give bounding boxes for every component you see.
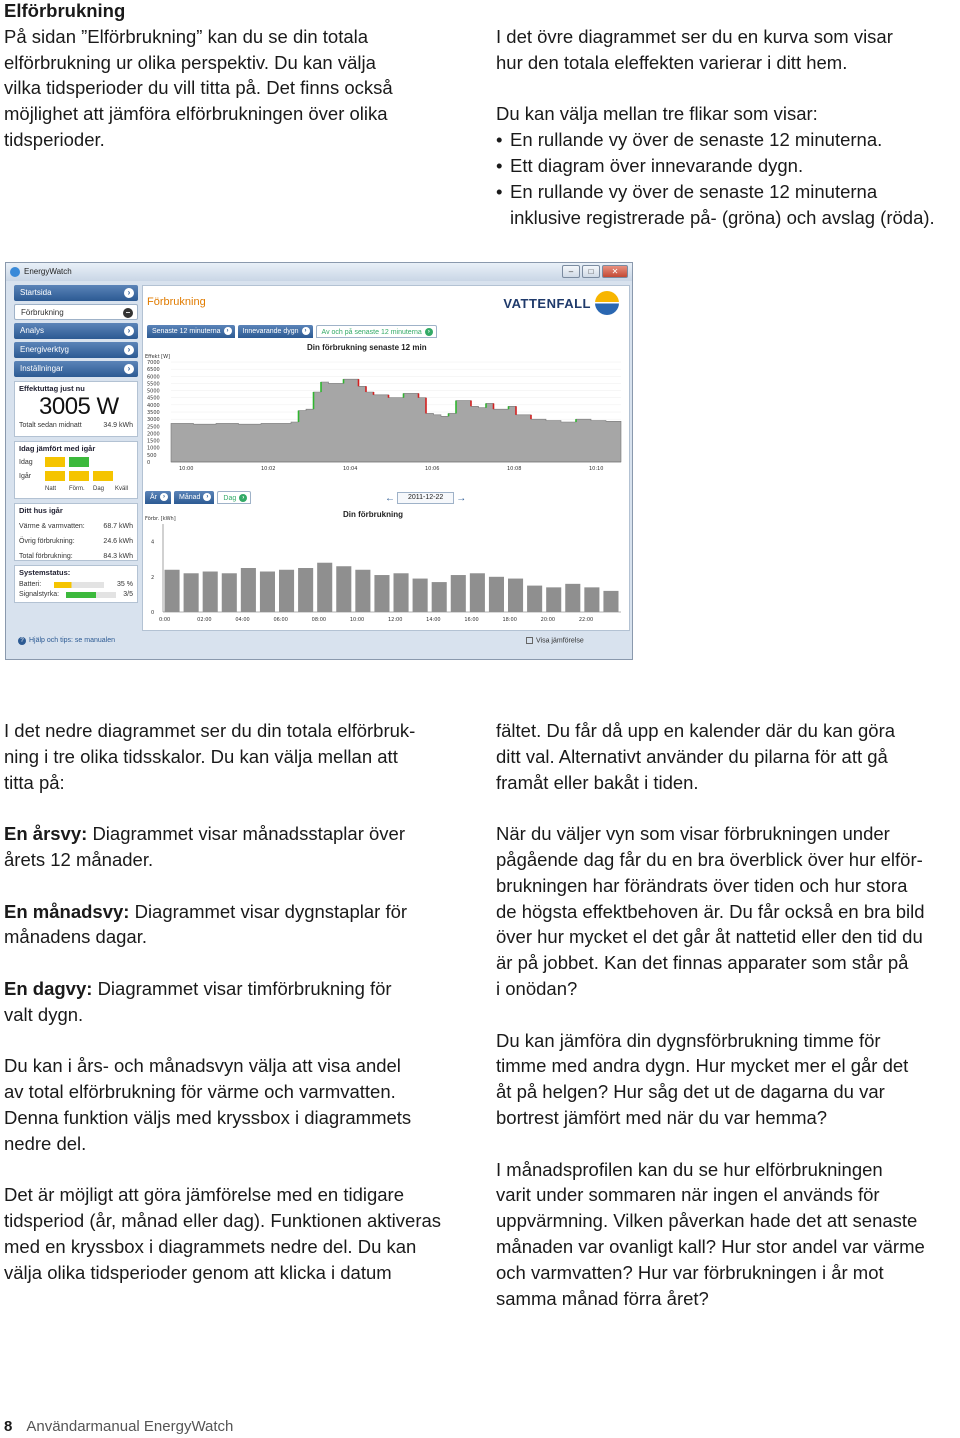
body-line: årets 12 månader. [4, 848, 154, 870]
intro-left [4, 0, 393, 153]
body-line: Du kan jämföra din dygnsförbrukning timme för [496, 1029, 881, 1051]
hus-row-label: Övrig förbrukning: [19, 538, 75, 545]
body-line: En månadsvy: Diagrammet visar dygnstaplar för [4, 900, 408, 922]
close-button[interactable]: ✕ [602, 265, 628, 278]
idag-box [14, 441, 138, 499]
hour-bar [298, 568, 313, 612]
x-tick-label: 16:00 [464, 617, 479, 623]
y-tick-label: 5000 [147, 388, 160, 395]
nav-energiverktyg[interactable]: Energiverktyg › [14, 342, 138, 358]
x-tick-label: 10:08 [507, 466, 522, 472]
tab-dag[interactable]: Dag › [217, 491, 251, 504]
body-line: samma månad förra året? [496, 1287, 709, 1309]
body-line: brukningen har förändrats över tiden och hur stora [496, 874, 908, 896]
compare-checkbox[interactable]: Visa jämförelse [526, 637, 584, 644]
idag-natt-cell [45, 457, 65, 467]
y-tick-label: 0 [147, 460, 151, 466]
y-tick-label: 4000 [147, 402, 160, 409]
nav-forbrukning[interactable]: Förbrukning – [14, 304, 138, 320]
total-label: Totalt sedan midnatt [19, 422, 82, 429]
x-tick-label: 10:04 [343, 466, 358, 472]
body-line: åt på helgen? Hur såg det ut de dagarna du var [496, 1081, 885, 1103]
hour-bar [413, 579, 428, 612]
nav-startsida[interactable]: Startsida › [14, 285, 138, 301]
nav-installningar[interactable]: Inställningar › [14, 361, 138, 377]
chevron-icon: › [124, 288, 134, 298]
body-line: pågående dag får du en bra överblick över hur elför- [496, 848, 923, 870]
tab-senaste-12[interactable]: Senaste 12 minuterna › [147, 325, 235, 338]
help-link[interactable]: ? Hjälp och tips: se manualen [18, 637, 115, 645]
y-tick-label: 2000 [147, 431, 160, 438]
body-line: ning i tre olika tidsskalor. Du kan välja mellan att [4, 745, 398, 767]
x-tick-label: 22:00 [578, 617, 594, 623]
y-axis-unit: Förbr. [kWh] [145, 516, 176, 522]
hour-bar [527, 586, 542, 612]
tab-innevarande-dygn[interactable]: Innevarande dygn › [238, 325, 313, 338]
status-box [14, 565, 138, 603]
arrow-left-icon[interactable]: ← [385, 492, 395, 504]
hus-label: Ditt hus igår [19, 506, 63, 515]
page-footer [4, 1416, 233, 1438]
hour-bar [374, 575, 389, 612]
body-line: och varmvatten? Hur var förbrukningen i år mot [496, 1261, 884, 1283]
status-label: Systemstatus: [19, 568, 71, 577]
body-line: Denna funktion väljs med kryssbox i diagrammets [4, 1106, 412, 1128]
tab-dot-icon: › [203, 493, 211, 501]
hour-bar [279, 570, 294, 612]
top-chart [143, 352, 629, 480]
hour-bar [165, 570, 180, 612]
status-row-label: Signalstyrka: [19, 591, 60, 598]
minimize-button[interactable]: – [562, 265, 580, 278]
idag-label: Idag jämfört med igår [19, 444, 96, 453]
hour-bar [394, 573, 409, 612]
x-tick-label: 04:00 [235, 617, 250, 623]
top-chart-title: Din förbrukning senaste 12 min [307, 343, 427, 352]
body-line: En dagvy: Diagrammet visar timförbrukning för [4, 977, 392, 999]
igar-form-cell [69, 471, 89, 481]
period-label: Dag [93, 486, 105, 492]
status-row-value: 35 % [117, 581, 133, 588]
hour-bar [489, 577, 504, 612]
body-line: framåt eller bakåt i tiden. [496, 771, 699, 793]
bullet-item: • En rullande vy över de senaste 12 minuterna [496, 179, 935, 205]
body-line: timme med andra dygn. Hur mycket mer el går det [496, 1055, 909, 1077]
hour-bar [184, 573, 199, 612]
y-tick-label: 500 [147, 452, 157, 459]
lower-left [4, 718, 441, 1286]
x-tick-label: 10:02 [261, 466, 276, 472]
maximize-button[interactable]: □ [582, 265, 600, 278]
effekt-box [14, 381, 138, 437]
tab-manad[interactable]: Månad › [174, 491, 214, 504]
body-line: av total elförbrukning för värme och varmvatten. [4, 1081, 396, 1103]
section-heading: Elförbrukning [4, 0, 126, 21]
hus-row-label: Total förbrukning: [19, 553, 73, 560]
power-area [171, 379, 621, 462]
body-line: tidsperiod (år, månad eller dag). Funktionen aktiveras [4, 1210, 442, 1232]
bottom-chart [143, 512, 629, 630]
bullet-continuation: inklusive registrerade på- (gröna) och avslag (röda). [510, 206, 935, 228]
intro-line: möjlighet att jämföra elförbrukningen över olika [4, 103, 388, 125]
y-tick-label: 6500 [147, 367, 160, 374]
y-axis-unit: Effekt [W] [145, 354, 170, 360]
tab-dot-icon: › [239, 494, 247, 502]
hour-bar [584, 587, 599, 612]
y-tick-label: 0 [151, 610, 155, 616]
body-line: de högsta effektbehoven är. Du får också en bra bild [496, 900, 925, 922]
bullet-item: • En rullande vy över de senaste 12 minuterna. [496, 127, 935, 153]
intro-line: hur den totala eleffekten varierar i ditt hem. [496, 51, 848, 73]
period-label: Kväll [115, 486, 129, 492]
body-line: I månadsprofilen kan du se hur elförbrukningen [496, 1158, 883, 1180]
tab-dot-icon: › [224, 327, 232, 335]
chevron-down-icon: – [123, 308, 133, 318]
chevron-icon: › [124, 326, 134, 336]
hus-row-value: 24.6 kWh [103, 538, 133, 545]
x-tick-label: 10:06 [425, 466, 440, 472]
hus-row-label: Värme & varmvatten: [19, 523, 85, 530]
hour-bar [355, 570, 370, 612]
body-line: valt dygn. [4, 1003, 84, 1025]
body-line: uppvärmning. Vilken påverkan hade det att senaste [496, 1210, 918, 1232]
body-line: med en kryssbox i diagrammets nedre del. Du kan [4, 1235, 417, 1257]
intro-line: I det övre diagrammet ser du en kurva som visar [496, 26, 893, 47]
x-tick-label: 20:00 [540, 617, 556, 623]
x-tick-label: 14:00 [426, 617, 441, 623]
y-tick-label: 3000 [147, 417, 160, 424]
x-tick-label: 06:00 [273, 617, 288, 623]
tab-dot-icon: › [425, 328, 433, 336]
x-tick-label: 02:00 [197, 617, 212, 623]
hour-bar [317, 563, 332, 612]
hour-bar [603, 591, 618, 612]
igar-row-label: Igår [19, 473, 32, 480]
app-screenshot [5, 262, 633, 660]
x-tick-label: 12:00 [388, 617, 403, 623]
hour-bar [451, 575, 466, 612]
y-tick-label: 4500 [147, 395, 160, 402]
bottom-chart-title: Din förbrukning [343, 510, 403, 519]
doc-title: Användarmanual EnergyWatch [26, 1418, 234, 1435]
y-tick-label: 5500 [147, 381, 160, 388]
body-line: fältet. Du får då upp en kalender där du kan göra [496, 720, 896, 741]
body-line: över hur mycket el det går åt nattetid eller den tid du [496, 926, 923, 948]
y-tick-label: 2500 [147, 424, 160, 431]
tab-dot-icon: › [302, 327, 310, 335]
tab-ar[interactable]: År › [145, 491, 171, 504]
hour-bar [203, 572, 218, 612]
body-line: Du kan i års- och månadsvyn välja att visa andel [4, 1055, 401, 1077]
battery-bar [54, 582, 104, 588]
intro-line: elförbrukning ur olika perspektiv. Du kan välja [4, 51, 376, 73]
y-tick-label: 3500 [147, 410, 160, 416]
effekt-label: Effektuttag just nu [19, 384, 85, 393]
idag-row-label: Idag [19, 459, 33, 466]
period-label: Natt [45, 486, 57, 492]
hus-row-value: 84.3 kWh [103, 553, 133, 560]
date-picker [385, 492, 466, 504]
chevron-icon: › [124, 345, 134, 355]
intro-line: På sidan ”Elförbrukning” kan du se din totala [4, 25, 369, 47]
y-tick-label: 6000 [147, 374, 160, 381]
tab-av-och-pa[interactable]: Av och på senaste 12 minuterna › [316, 325, 437, 338]
effekt-value: 3005 W [39, 393, 119, 420]
hour-bar [336, 566, 351, 612]
idag-form-cell [69, 457, 89, 467]
vattenfall-logo-icon [595, 291, 619, 315]
brand-name: VATTENFALL [503, 296, 591, 311]
window-title: EnergyWatch [24, 267, 72, 276]
bullet-item: • Ett diagram över innevarande dygn. [496, 153, 935, 179]
help-icon: ? [18, 637, 26, 645]
hour-bar [565, 584, 580, 612]
body-line: ditt val. Alternativt använder du pilarna för att gå [496, 745, 888, 767]
arrow-right-icon[interactable]: → [456, 492, 467, 504]
body-line: När du väljer vyn som visar förbrukningen under [496, 823, 890, 845]
date-field[interactable]: 2011-12-22 [397, 492, 454, 504]
x-tick-label: 18:00 [502, 617, 517, 623]
lower-right [496, 718, 925, 1311]
hour-bar [241, 568, 256, 612]
hour-bar [260, 572, 275, 612]
body-line: En årsvy: Diagrammet visar månadsstaplar över [4, 823, 405, 845]
body-line: månaden var ovanligt kall? Hur stor andel var värme [496, 1235, 925, 1257]
body-line: i onödan? [496, 977, 578, 999]
main-panel [142, 285, 630, 631]
body-line: månadens dagar. [4, 926, 147, 948]
y-tick-label: 4 [151, 539, 155, 546]
igar-dag-cell [93, 471, 113, 481]
hour-bar [222, 573, 237, 612]
hour-bar [546, 587, 561, 612]
status-row-value: 3/5 [123, 591, 133, 598]
window-titlebar [6, 263, 632, 281]
hour-bar [432, 582, 447, 612]
total-value: 34.9 kWh [103, 422, 133, 429]
page-title: Förbrukning [147, 296, 206, 308]
chevron-icon: › [124, 364, 134, 374]
igar-natt-cell [45, 471, 65, 481]
intro-line: tidsperioder. [4, 128, 105, 150]
y-tick-label: 1000 [147, 445, 160, 452]
hour-bar [508, 579, 523, 612]
period-label: Förm. [69, 486, 85, 492]
bottom-tabs [145, 491, 251, 504]
top-tabs [147, 325, 437, 338]
body-line: nedre del. [4, 1132, 87, 1154]
checkbox-icon [526, 637, 533, 644]
app-logo-icon [10, 267, 20, 277]
body-line: I det nedre diagrammet ser du din totala elförbruk- [4, 720, 416, 741]
body-line: varit under sommaren när ingen el används för [496, 1184, 880, 1206]
intro-line: Du kan välja mellan tre flikar som visar: [496, 103, 818, 125]
y-tick-label: 7000 [147, 360, 160, 366]
body-line: titta på: [4, 771, 65, 793]
page-number: 8 [4, 1418, 13, 1435]
x-tick-label: 10:10 [589, 466, 604, 472]
y-tick-label: 1500 [147, 438, 160, 445]
y-tick-label: 2 [151, 574, 155, 581]
body-line: är på jobbet. Kan det finnas apparater som står på [496, 952, 909, 974]
x-tick-label: 10:00 [179, 466, 194, 472]
hus-box [14, 503, 138, 561]
sidebar [14, 285, 138, 631]
intro-right [496, 24, 935, 230]
hour-bar [470, 573, 485, 612]
body-line: Det är möjligt att göra jämförelse med en tidigare [4, 1184, 404, 1206]
intro-line: vilka tidsperioder du vill titta på. Det finns också [4, 77, 393, 99]
status-row-label: Batteri: [19, 581, 42, 588]
signal-bar [66, 592, 116, 598]
x-tick-label: 08:00 [311, 617, 327, 623]
body-line: välja olika tidsperioder genom att klicka i datum [4, 1261, 392, 1283]
x-tick-label: 10:00 [349, 617, 365, 623]
body-line: bortrest jämfört med när du var hemma? [496, 1106, 828, 1128]
hus-row-value: 68.7 kWh [103, 523, 133, 530]
tab-dot-icon: › [160, 493, 168, 501]
x-tick-label: 0:00 [159, 617, 171, 623]
nav-analys[interactable]: Analys › [14, 323, 138, 339]
